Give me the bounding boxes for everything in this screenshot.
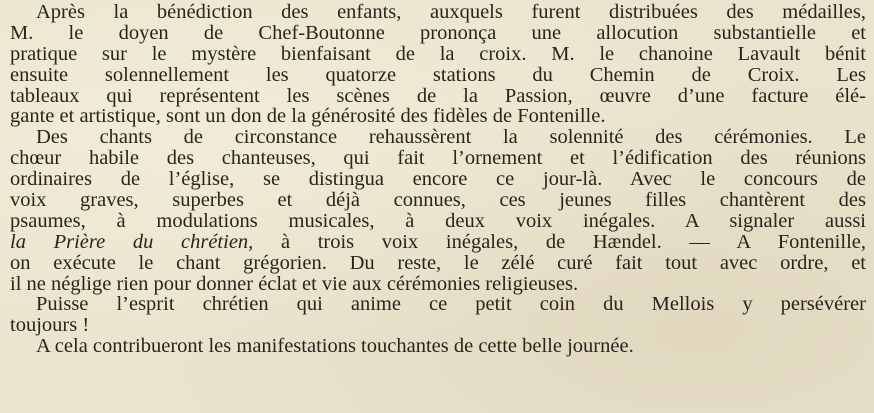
text-line: ordinaires de l’église, se distingua encore ce jour-là. Avec le concours de: [10, 168, 866, 191]
text-line: toujours !: [10, 314, 90, 337]
text-line: pratique sur le mystère bienfaisant de la croix. M. le chanoine Lavault bénit: [10, 42, 866, 65]
paragraph-conclusion: [10, 336, 866, 357]
text-line: psaumes, à modulations musicales, à deux voix inégales. A signaler aussi: [10, 209, 866, 232]
text-line: A cela contribueront les manifestations touchantes de cette belle journée.: [36, 335, 634, 358]
text-line: chœur habile des chanteuses, qui fait l’ornement et l’édification des réunions: [10, 147, 866, 170]
text-line: Après la bénédiction des enfants, auxquels furent distribuées des médailles,: [36, 1, 866, 23]
text-line-with-italic: la Prière du chrétien, à trois voix inégales, de Hændel. — A Fontenille,: [10, 230, 866, 253]
text-line: Des chants de circonstance rehaussèrent la solennité des cérémonies. Le: [36, 126, 866, 149]
text-line: Puisse l’esprit chrétien qui anime ce petit coin du Mellois y persévérer: [36, 293, 866, 316]
paragraph-puisse: [10, 294, 866, 336]
text-line: gante et artistique, sont un don de la générosité des fidèles de Fontenille.: [10, 105, 606, 128]
text-line: M. le doyen de Chef-Boutonne prononça une allocution substantielle et: [10, 21, 866, 44]
paragraph-benediction: [10, 2, 866, 127]
text-line: il ne néglige rien pour donner éclat et vie aux cérémonies religieuses.: [10, 272, 579, 295]
text-line: on exécute le chant grégorien. Du reste, le zélé curé fait tout avec ordre, et: [10, 251, 866, 274]
text-line: ensuite solennellement les quatorze stations du Chemin de Croix. Les: [10, 63, 866, 86]
italic-title: la Prière du chrétien,: [10, 230, 254, 253]
paragraph-chants: [10, 127, 866, 294]
text-line: voix graves, superbes et déjà connues, ces jeunes filles chantèrent des: [10, 189, 866, 212]
text-line: tableaux qui représentent les scènes de la Passion, œuvre d’une facture élé-: [10, 84, 866, 107]
